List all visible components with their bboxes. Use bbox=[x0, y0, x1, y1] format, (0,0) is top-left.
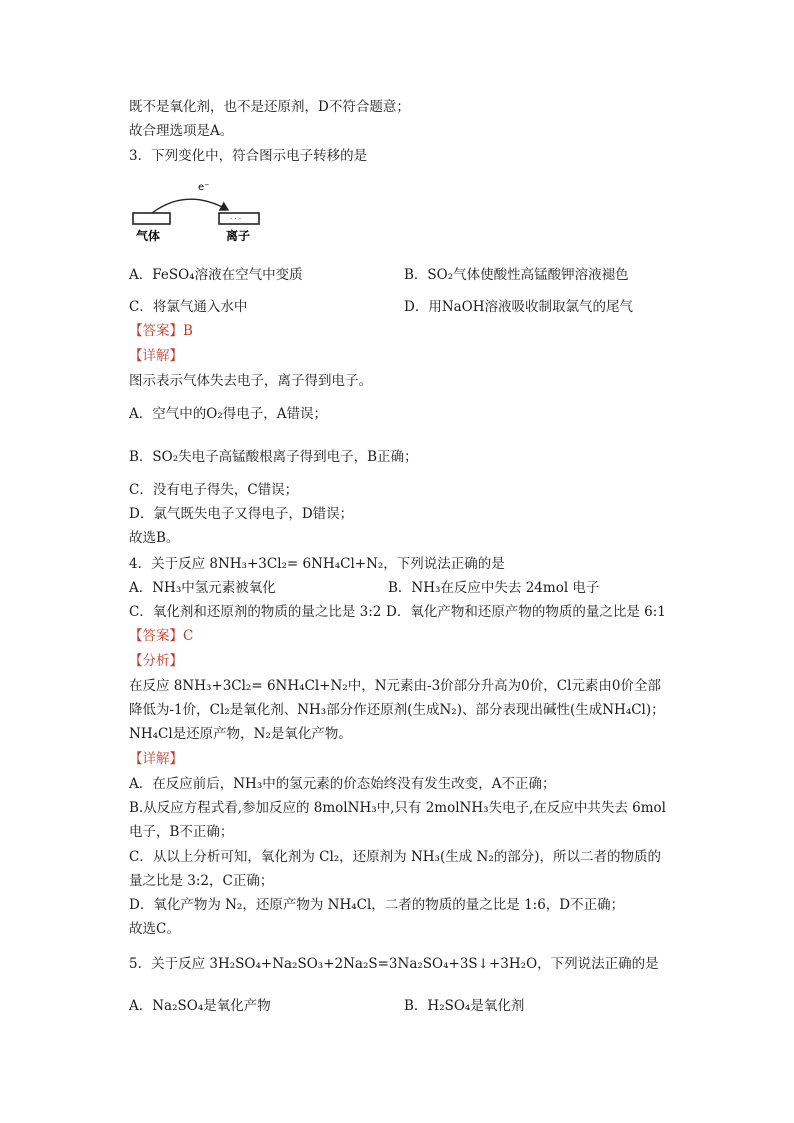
ion-dots: · · · bbox=[230, 215, 242, 223]
option-c: C．氧化剂和还原剂的物质的量之比是 3:2 bbox=[129, 604, 382, 620]
detail-label: 【详解】 bbox=[129, 751, 183, 767]
explanation-line: B.从反应方程式看,参加反应的 8molNH₃中,只有 2molNH₃失电子,在反应中共失去 6mol bbox=[129, 800, 666, 816]
analysis-label: 【分析】 bbox=[129, 653, 183, 669]
explanation-line: 故选C。 bbox=[129, 921, 180, 937]
electron-label: e⁻ bbox=[198, 182, 210, 193]
ion-label: 离子 bbox=[226, 229, 251, 243]
analysis-line: 降低为-1价，Cl₂是氧化剂、NH₃部分作还原剂(生成N₂)、部分表现出碱性(生成NH₄Cl)； bbox=[129, 702, 665, 718]
option-b: B．SO₂气体使酸性高锰酸钾溶液褪色 bbox=[404, 267, 629, 283]
explanation-line: 量之比是 3:2，C正确； bbox=[129, 873, 274, 889]
explanation-line: C．从以上分析可知，氧化剂为 Cl₂，还原剂为 NH₃(生成 N₂的部分)，所以二者的物质的 bbox=[129, 849, 662, 865]
electron-transfer-diagram bbox=[132, 177, 272, 247]
answer-label: 【答案】B bbox=[129, 323, 193, 339]
text-line: 故合理选项是A。 bbox=[129, 123, 234, 139]
transfer-arrow bbox=[152, 199, 228, 213]
option-a: A．NH₃中氢元素被氧化 bbox=[129, 580, 276, 596]
gas-label: 气体 bbox=[136, 229, 161, 243]
question-4: 4．关于反应 8NH₃+3Cl₂= 6NH₄Cl+N₂，下列说法正确的是 bbox=[129, 556, 505, 572]
explanation-line: A．在反应前后，NH₃中的氢元素的价态始终没有发生改变，A不正确； bbox=[129, 776, 556, 792]
text-line: 既不是氧化剂，也不是还原剂，D不符合题意； bbox=[129, 99, 410, 115]
detail-label: 【详解】 bbox=[129, 348, 183, 364]
analysis-line: 在反应 8NH₃+3Cl₂= 6NH₄Cl+N₂中，N元素由-3价部分升高为0价，Cl元素由0价全部 bbox=[129, 678, 661, 694]
explanation-line: D．氧化产物为 N₂，还原产物为 NH₄Cl，二者的物质的量之比是 1:6，D不正确； bbox=[129, 897, 625, 913]
analysis-line: NH₄Cl是还原产物，N₂是氧化产物。 bbox=[129, 726, 352, 742]
option-c: C．将氯气通入水中 bbox=[129, 299, 248, 315]
explanation-line: 故选B。 bbox=[129, 530, 180, 546]
option-b: B．H₂SO₄是氧化剂 bbox=[404, 998, 525, 1014]
option-d: D．用NaOH溶液吸收制取氯气的尾气 bbox=[404, 299, 634, 315]
electron-transfer-svg bbox=[132, 177, 272, 247]
explanation-line: 图示表示气体失去电子，离子得到电子。 bbox=[129, 373, 372, 389]
option-a: A．FeSO₄溶液在空气中变质 bbox=[129, 267, 303, 283]
gas-box bbox=[133, 213, 170, 224]
option-d: D．氧化产物和还原产物的物质的量之比是 6:1 bbox=[386, 604, 666, 620]
option-b: B．NH₃在反应中失去 24mol 电子 bbox=[388, 580, 600, 596]
explanation-line: 电子，B不正确； bbox=[129, 824, 234, 840]
explanation-line: C．没有电子得失，C错误； bbox=[129, 482, 299, 498]
option-a: A．Na₂SO₄是氧化产物 bbox=[129, 998, 271, 1014]
explanation-line: D．氯气既失电子又得电子，D错误； bbox=[129, 506, 354, 522]
answer-label: 【答案】C bbox=[129, 628, 194, 644]
question-3: 3．下列变化中，符合图示电子转移的是 bbox=[129, 148, 368, 164]
explanation-line: B．SO₂失电子高锰酸根离子得到电子，B正确； bbox=[129, 449, 418, 465]
question-5: 5．关于反应 3H₂SO₄+Na₂SO₃+2Na₂S=3Na₂SO₄+3S↓+3H₂O，下列说法正确的是 bbox=[129, 956, 659, 972]
explanation-line: A．空气中的O₂得电子，A错误； bbox=[129, 406, 327, 422]
